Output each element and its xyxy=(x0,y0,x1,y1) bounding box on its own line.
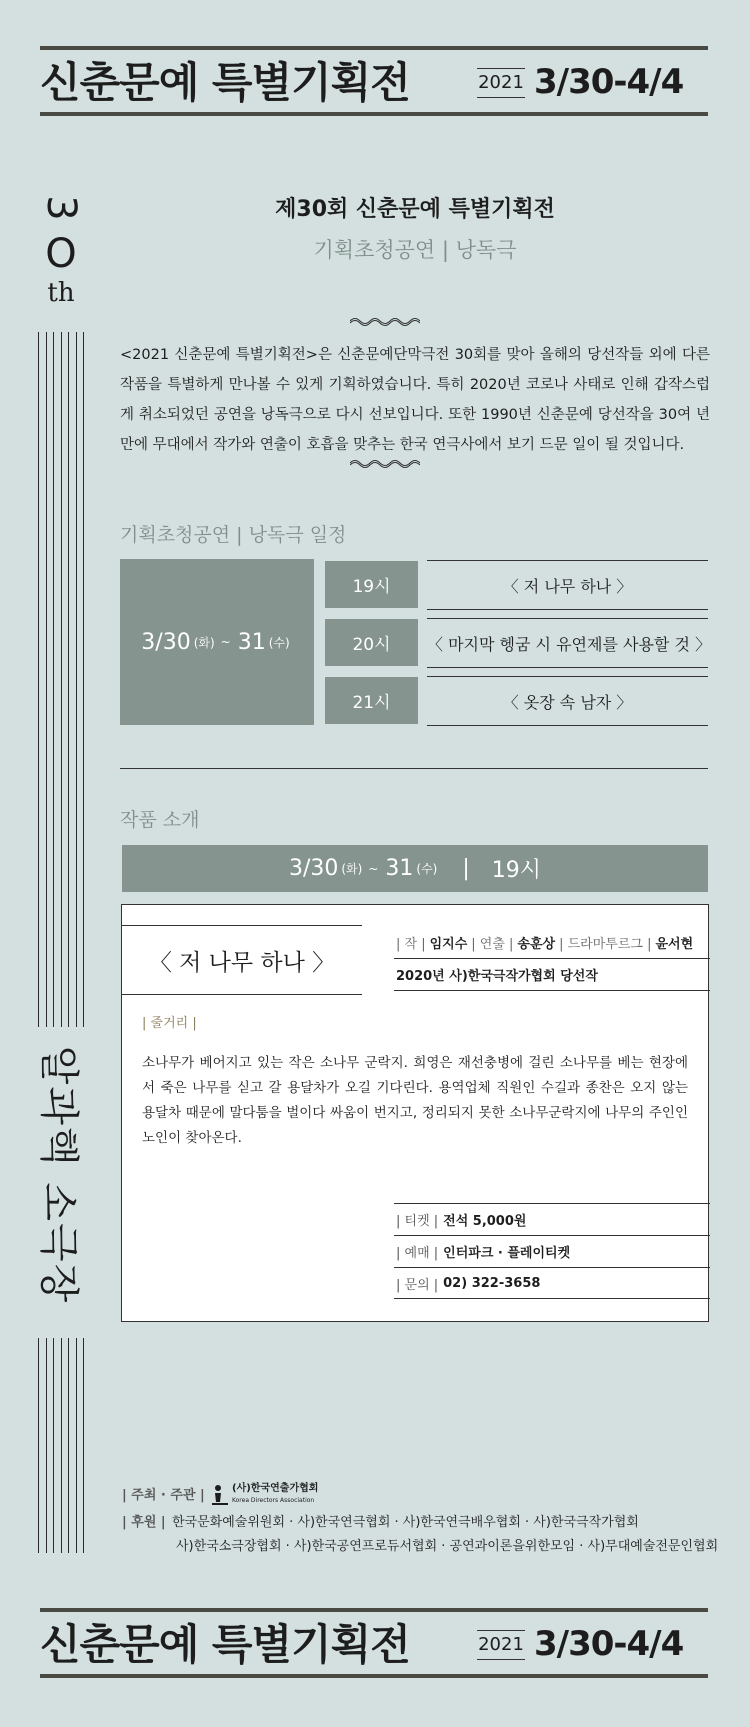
bar-date-start: 3/30 xyxy=(288,856,339,881)
ticket-value: 전석 5,000원 xyxy=(443,1214,527,1229)
header-rule-top xyxy=(40,46,708,50)
credit-writer: 임지수 xyxy=(429,937,468,952)
ticket-row xyxy=(394,1203,710,1235)
bar-separator: | xyxy=(462,856,470,881)
schedule-play-1: 〈 저 나무 하나 〉 xyxy=(427,560,708,610)
bar-tilde: ~ xyxy=(368,861,379,876)
header-rule-bottom xyxy=(40,112,708,116)
schedule-time-1: 19시 xyxy=(325,561,418,608)
intro-title: 제30회 신춘문예 특별기획전 xyxy=(275,197,555,222)
host-logo xyxy=(212,1483,318,1507)
bar-day-start: (화) xyxy=(341,862,363,876)
schedule-tilde: ~ xyxy=(220,635,231,649)
sponsor-line-2: 사)한국소극장협회 · 사)한국공연프로듀서협회 · 공연과이론을위한모임 · 사)무대예술전문인협회 xyxy=(176,1539,719,1554)
sponsor-label: | 후원 | xyxy=(122,1515,166,1530)
ticket-label: | 티켓 | xyxy=(396,1214,439,1229)
booking-label: | 예매 | xyxy=(396,1246,439,1261)
play-award: 2020년 사)한국극작가협회 당선작 xyxy=(396,969,598,984)
schedule-date-end: 31 xyxy=(237,629,266,655)
contact-row xyxy=(394,1267,710,1299)
bar-day-end: (수) xyxy=(416,862,438,876)
side-digit-3: 3 xyxy=(38,195,84,221)
footer-rule-bottom xyxy=(40,1674,708,1678)
side-ordinal: th xyxy=(47,278,75,308)
wave-divider-bottom xyxy=(350,456,420,470)
side-30th xyxy=(36,188,86,308)
credit-dramaturg-label: | 드라마투르그 | xyxy=(559,937,652,952)
host-logo-ko: (사)한국연출가협회 xyxy=(232,1483,319,1494)
footer-year: 2021 xyxy=(477,1630,525,1660)
works-label: 작품 소개 xyxy=(120,809,200,831)
wave-divider-top xyxy=(350,314,420,328)
side-venue xyxy=(24,1040,100,1310)
credit-director-label: | 연출 | xyxy=(471,937,514,952)
schedule-play-2: 〈 마지막 헹굼 시 유연제를 사용할 것 〉 xyxy=(427,618,708,668)
schedule-time-3: 21시 xyxy=(325,677,418,724)
side-digit-0: O xyxy=(45,231,77,277)
synopsis-text: 소나무가 베어지고 있는 작은 소나무 군락지. 희영은 재선충병에 걸린 소나무를 베는 현장에서 죽은 나무를 싣고 갈 용달차가 오길 기다린다. 용역업체 직원인 수길과 종찬은 오지 않는 용달차 때문에 말다툼을 벌이다 싸움이 번지고, 정리되지 못한 소나무군락지에 나무의 주인인 노인이 찾아온다. xyxy=(142,1055,688,1146)
section-divider xyxy=(120,768,708,769)
host-logo-en: Korea Directors Association xyxy=(232,1497,315,1504)
footer-title: 신춘문예 특별기획전 xyxy=(40,1620,410,1669)
venue-name: 알과핵 소극장 xyxy=(35,1045,82,1305)
contact-value: 02) 322-3658 xyxy=(443,1275,541,1291)
footer-dates: 3/30-4/4 xyxy=(534,1624,684,1664)
sponsor-line-1: 한국문화예술위원회 · 사)한국연극협회 · 사)한국연극배우협회 · 사)한국극작가협회 xyxy=(172,1515,639,1530)
bar-time: 19시 xyxy=(491,858,542,883)
schedule-play-3: 〈 옷장 속 남자 〉 xyxy=(427,676,708,726)
header-year: 2021 xyxy=(477,68,525,98)
schedule-date-start: 3/30 xyxy=(141,629,191,655)
intro-subtitle: 기획초청공연 | 낭독극 xyxy=(313,238,517,262)
side-lines-lower xyxy=(38,1338,84,1553)
schedule-time-2: 20시 xyxy=(325,619,418,666)
intro-text: <2021 신춘문예 특별기획전>은 신춘문예단막극전 30회를 맞아 올해의 당선작들 외에 다른 작품을 특별하게 만나볼 수 있게 기획하였습니다. 특히 2020년 코로나 사태로 인해 갑작스럽게 취소되었던 공연을 낭독극으로 다시 선보입니다. 또한 1990년 신춘문예 당선작을 30여 년 만에 무대에서 작가와 연출이 호흡을 맞추는 한국 연극사에서 보기 드문 일이 될 것입니다. xyxy=(120,347,710,453)
side-lines-upper xyxy=(38,332,84,1027)
play-card xyxy=(121,904,709,1322)
host-label: | 주최 · 주관 | xyxy=(122,1488,205,1503)
bar-date-end: 31 xyxy=(385,856,414,881)
footer-banner xyxy=(40,1608,708,1678)
booking-row xyxy=(394,1235,710,1267)
schedule-date-block xyxy=(120,559,314,725)
play-award-row xyxy=(394,959,710,991)
booking-value: 인터파크 · 플레이티켓 xyxy=(443,1246,571,1261)
header-banner xyxy=(40,46,708,116)
credit-writer-label: | 작 | xyxy=(396,937,426,952)
schedule-day-end: (수) xyxy=(268,635,290,650)
host-logo-text xyxy=(232,1483,318,1507)
works-date-bar xyxy=(122,845,708,892)
credit-dramaturg: 윤서현 xyxy=(655,937,694,952)
credit-director: 송훈상 xyxy=(517,937,556,952)
footer-rule-top xyxy=(40,1608,708,1612)
play-card-title: 〈 저 나무 하나 〉 xyxy=(122,925,362,995)
schedule-label: 기획초청공연 | 낭독극 일정 xyxy=(120,524,347,546)
director-logo-icon xyxy=(212,1484,228,1506)
schedule-day-start: (화) xyxy=(193,635,215,650)
contact-label: | 문의 | xyxy=(396,1277,439,1293)
header-dates: 3/30-4/4 xyxy=(534,62,684,102)
play-credits xyxy=(394,927,710,959)
synopsis-label: | 줄거리 | xyxy=(142,1016,197,1031)
header-title: 신춘문예 특별기획전 xyxy=(40,58,410,107)
